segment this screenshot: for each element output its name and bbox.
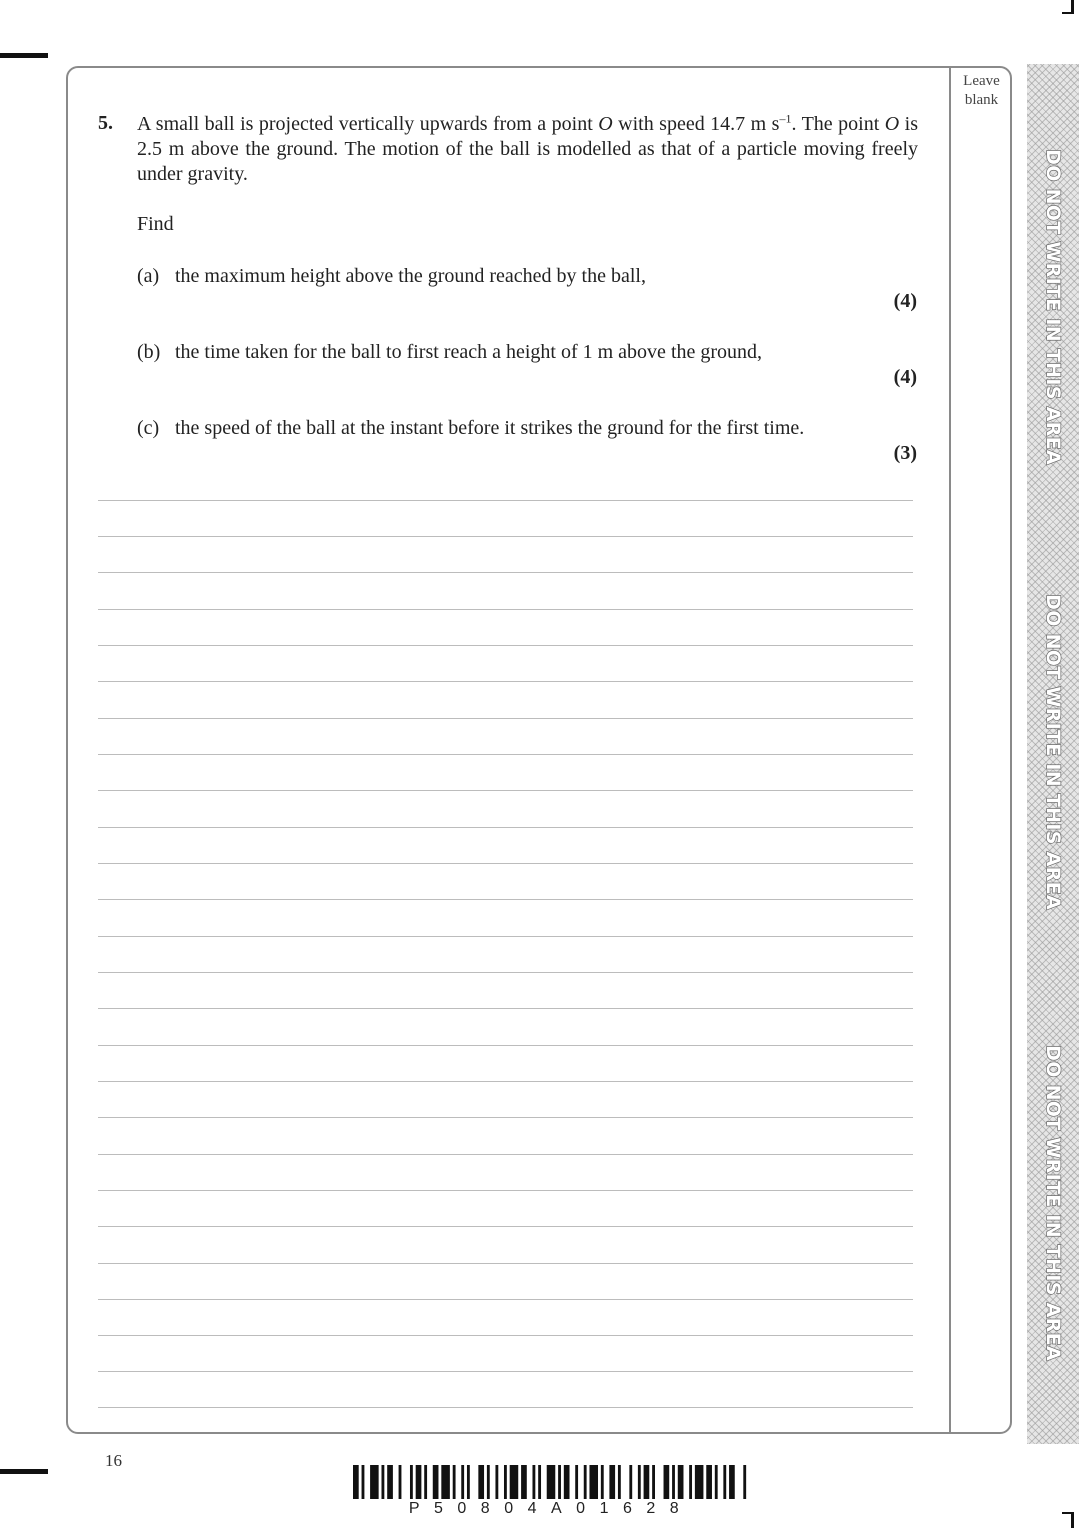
part-b-label: (b) bbox=[137, 341, 161, 363]
answer-line bbox=[98, 863, 913, 864]
answer-line bbox=[98, 1081, 913, 1082]
crop-mark-bottom-left bbox=[0, 1469, 48, 1474]
answer-line bbox=[98, 1407, 913, 1408]
answer-line bbox=[98, 1154, 913, 1155]
answer-line bbox=[98, 1190, 913, 1191]
part-a-label: (a) bbox=[137, 265, 160, 287]
leave-blank-divider bbox=[949, 66, 951, 1434]
question-stem: A small ball is projected vertically upwards from a point O with speed 14.7 m $s^{-1}$. The point O is 2.5 m above the ground. The motion of the ball is modelled as that of a particle moving freely under gravity. bbox=[137, 111, 918, 185]
answer-line bbox=[98, 609, 913, 610]
answer-line bbox=[98, 754, 913, 755]
answer-line bbox=[98, 1263, 913, 1264]
answer-line bbox=[98, 572, 913, 573]
answer-line bbox=[98, 1045, 913, 1046]
crop-mark-bottom-right-h bbox=[1062, 1512, 1074, 1514]
part-b bbox=[137, 340, 762, 365]
barcode-icon bbox=[353, 1465, 749, 1499]
answer-line bbox=[98, 1226, 913, 1227]
answer-line bbox=[98, 827, 913, 828]
part-b-marks: (4) bbox=[893, 366, 917, 388]
answer-line bbox=[98, 936, 913, 937]
answer-line bbox=[98, 1335, 913, 1336]
answer-line bbox=[98, 1371, 913, 1372]
find-prompt: Find bbox=[137, 213, 174, 235]
crop-mark-top-right-h bbox=[1062, 12, 1074, 14]
part-c bbox=[137, 416, 804, 441]
barcode-text: P50804A01628 bbox=[408, 1500, 694, 1517]
leave-blank-label: Leave blank bbox=[963, 73, 1000, 108]
answer-line bbox=[98, 790, 913, 791]
question-number: 5. bbox=[98, 112, 113, 134]
answer-line bbox=[98, 718, 913, 719]
answer-line bbox=[98, 972, 913, 973]
answer-line bbox=[98, 899, 913, 900]
answer-line bbox=[98, 500, 913, 501]
part-a-marks: (4) bbox=[893, 290, 917, 312]
answer-line bbox=[98, 1299, 913, 1300]
answer-line bbox=[98, 681, 913, 682]
part-a-text: the maximum height above the ground reached by the ball, bbox=[175, 265, 646, 287]
page-number: 16 bbox=[105, 1451, 122, 1470]
crop-mark-bottom-right bbox=[1071, 1512, 1074, 1528]
answer-line bbox=[98, 536, 913, 537]
part-c-text: the speed of the ball at the instant before it strikes the ground for the first time. bbox=[175, 417, 805, 439]
answer-line bbox=[98, 1008, 913, 1009]
part-b-text: the time taken for the ball to first reach a height of 1 m above the ground, bbox=[175, 341, 763, 363]
part-c-marks: (3) bbox=[893, 442, 917, 464]
part-a bbox=[137, 264, 646, 289]
crop-mark-top-left bbox=[0, 53, 48, 58]
answer-line bbox=[98, 1117, 913, 1118]
answer-line bbox=[98, 645, 913, 646]
part-c-label: (c) bbox=[137, 417, 160, 439]
